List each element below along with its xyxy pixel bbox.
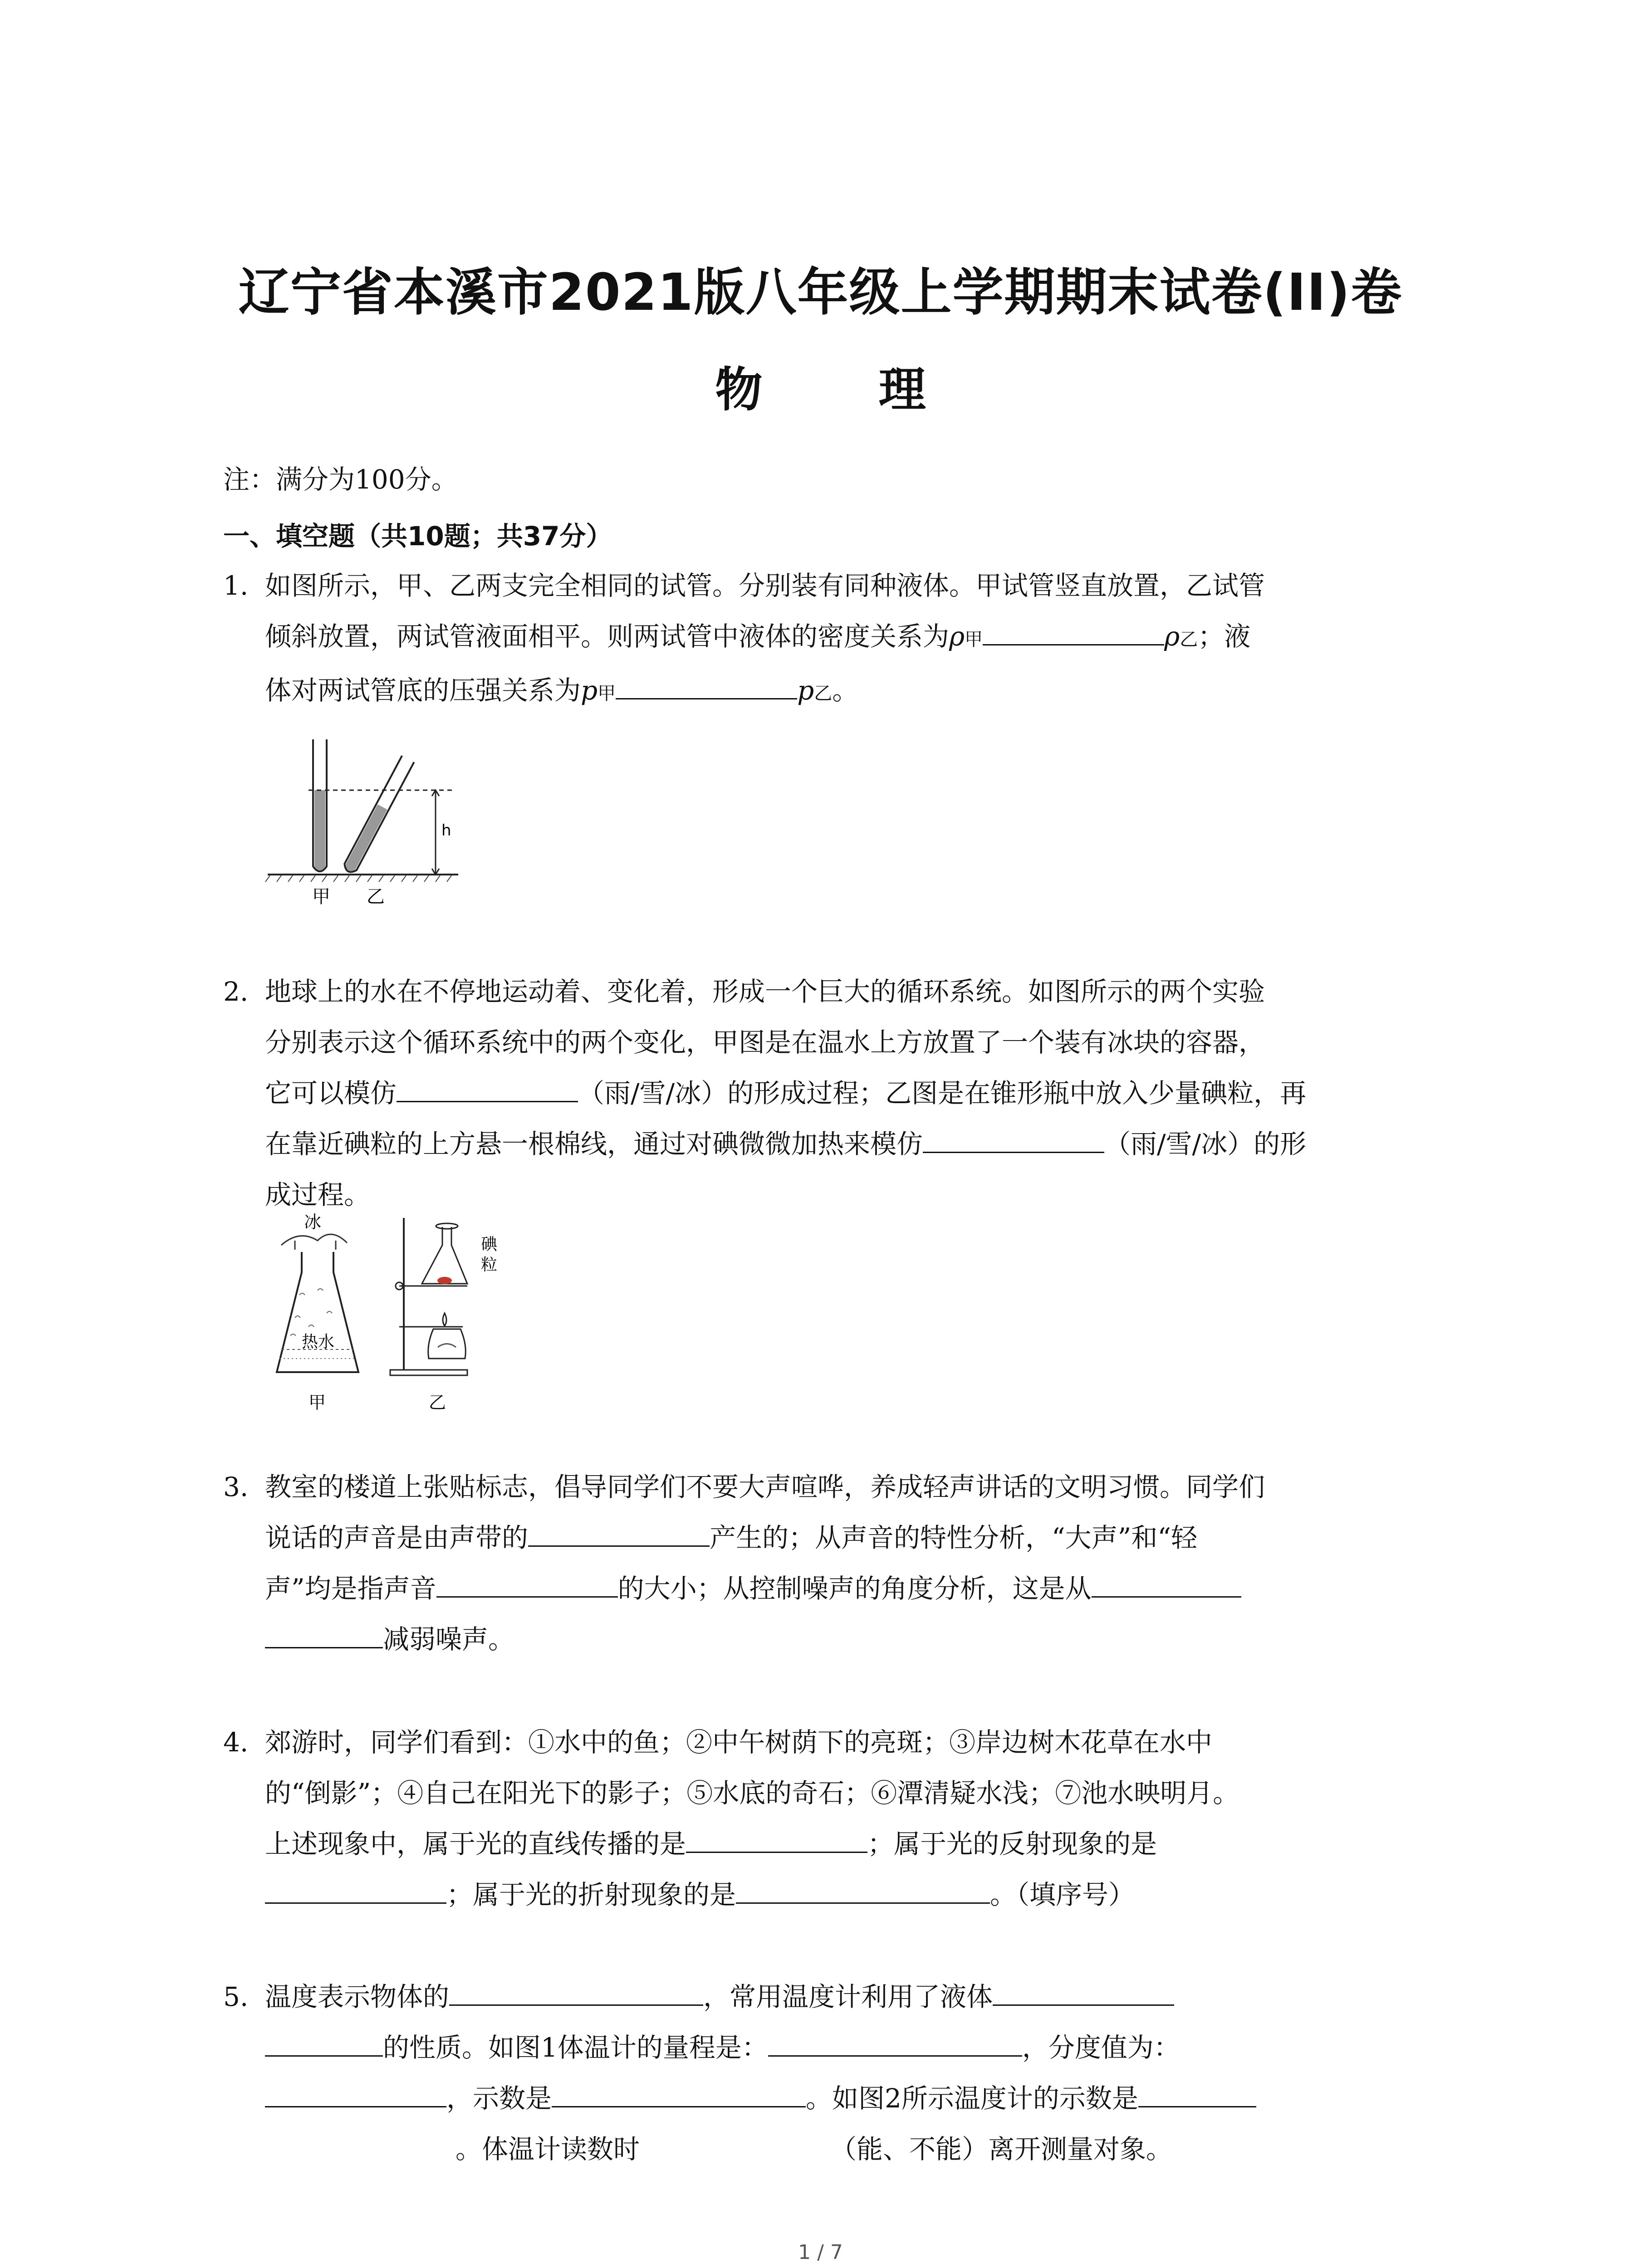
question-text-line [265, 1971, 1453, 2022]
text-run: （雨/雪/冰）的形 [1104, 1129, 1307, 1159]
text-run: 上述现象中，属于光的直线传播的是 [265, 1828, 686, 1859]
text-run: 的大小；从控制噪声的角度分析，这是从 [617, 1573, 1092, 1604]
question-3 [223, 1461, 1453, 1665]
subscript: 甲 [965, 629, 983, 650]
answer-blank[interactable] [768, 2026, 1022, 2057]
subscript: 乙 [814, 683, 833, 704]
answer-blank[interactable] [983, 615, 1164, 645]
text-run: （能、不能）离开测量对象。 [830, 2134, 1173, 2165]
answer-blank[interactable] [436, 1567, 618, 1598]
question-text-line [265, 2022, 1453, 2073]
text-run: 产生的；从声音的特性分析，“大声”和“轻 [710, 1522, 1197, 1553]
question-number: 5. [223, 1981, 249, 2012]
text-run: ，示数是 [446, 2083, 552, 2114]
question-text-line [265, 1512, 1453, 1563]
text-run: 在靠近碘粒的上方悬一根棉线，通过对碘微微加热来模仿 [265, 1129, 923, 1159]
question-text-line: 地球上的水在不停地运动着、变化着，形成一个巨大的循环系统。如图所示的两个实验 [265, 976, 1265, 1007]
text-run: ；属于光的折射现象的是 [446, 1879, 736, 1910]
text-run: 。如图2所示温度计的示数是 [806, 2083, 1138, 2114]
question-text-line [265, 1563, 1453, 1614]
pressure-symbol: p [797, 675, 814, 706]
question-2 [223, 966, 1453, 1220]
answer-blank[interactable] [265, 2026, 383, 2057]
question-text-line: 教室的楼道上张贴标志，倡导同学们不要大声喧哗，养成轻声讲话的文明习惯。同学们 [265, 1471, 1265, 1502]
iodine-label-2: 粒 [481, 1256, 498, 1274]
question-text-line [265, 1869, 1453, 1920]
text-run: （雨/雪/冰）的形成过程；乙图是在锥形瓶中放入少量碘粒，再 [578, 1078, 1307, 1109]
question-5 [223, 1971, 1453, 2175]
answer-blank[interactable] [265, 2077, 446, 2107]
tube-label-jia: 甲 [312, 886, 330, 907]
text-run: 说话的声音是由声带的 [265, 1522, 529, 1553]
section-heading: 一、填空题（共10题；共37分） [223, 521, 612, 552]
question-number: 2. [223, 976, 249, 1007]
hot-water-label: 热水 [302, 1333, 335, 1351]
question-text-line [265, 2124, 1453, 2175]
water-cycle-figure [263, 1209, 554, 1418]
answer-blank[interactable] [736, 1873, 990, 1904]
subject-title: 物 理 [715, 362, 976, 417]
question-text-line: 的“倒影”；④自己在阳光下的影子；⑤水底的奇石；⑥潭清疑水浅；⑦池水映明月。 [265, 1778, 1239, 1809]
text-run: ；液 [1198, 621, 1251, 652]
answer-blank[interactable] [616, 669, 797, 699]
text-run: 体对两试管底的压强关系为 [265, 675, 581, 706]
text-run: 倾斜放置，两试管液面相平。则两试管中液体的密度关系为 [265, 621, 950, 652]
answer-blank[interactable] [397, 1072, 578, 1102]
question-number: 3. [223, 1471, 249, 1502]
text-run: 声”均是指声音 [265, 1573, 436, 1604]
height-label: h [441, 821, 451, 840]
text-run: ；属于光的反射现象的是 [867, 1828, 1157, 1859]
exam-title: 辽宁省本溪市2021版八年级上学期期末试卷(II)卷 [238, 263, 1403, 322]
answer-blank[interactable] [686, 1823, 867, 1853]
setup-label-yi: 乙 [429, 1393, 446, 1413]
subscript: 甲 [598, 683, 616, 704]
page-number: 1 / 7 [798, 2241, 843, 2264]
test-tube-figure [263, 730, 463, 912]
text-run: ，分度值为： [1022, 2032, 1180, 2063]
question-text-line [265, 665, 1453, 719]
question-text-line [265, 611, 1453, 665]
flask-label-jia: 甲 [309, 1393, 326, 1413]
answer-blank[interactable] [1138, 2077, 1256, 2107]
text-run: 温度表示物体的 [265, 1981, 450, 2012]
question-text-line: 成过程。 [265, 1179, 371, 1210]
answer-blank[interactable] [528, 1516, 710, 1547]
tube-label-yi: 乙 [367, 886, 385, 907]
answer-blank[interactable] [449, 1975, 703, 2006]
question-text-line: 分别表示这个循环系统中的两个变化，甲图是在温水上方放置了一个装有冰块的容器， [265, 1027, 1265, 1058]
text-run: 。（填序号） [990, 1879, 1135, 1910]
question-number: 4. [223, 1727, 249, 1758]
score-note: 注：满分为100分。 [223, 464, 458, 495]
question-text-line: 郊游时，同学们看到：①水中的鱼；②中午树荫下的亮斑；③岸边树木花草在水中 [265, 1727, 1213, 1758]
question-number: 1. [223, 570, 249, 601]
text-run: 。 [832, 675, 859, 706]
question-text-line [265, 1068, 1453, 1119]
iodine-label-1: 碘 [481, 1235, 498, 1254]
question-1 [223, 560, 1453, 719]
text-run: 。体温计读数时 [456, 2134, 640, 2165]
question-4 [223, 1717, 1453, 1920]
answer-blank[interactable] [923, 1123, 1104, 1153]
rho-symbol: ρ [949, 621, 965, 652]
question-text-line [265, 1119, 1453, 1169]
text-run: 的性质。如图1体温计的量程是： [383, 2032, 768, 2063]
text-run: 减弱噪声。 [383, 1624, 515, 1655]
question-text-line [265, 2073, 1453, 2124]
answer-blank[interactable] [1092, 1567, 1241, 1598]
answer-blank[interactable] [265, 1618, 383, 1648]
subscript: 乙 [1180, 629, 1198, 650]
ice-label: 冰 [304, 1212, 322, 1232]
question-text-line [265, 1818, 1453, 1869]
question-text-line [265, 1614, 1453, 1665]
answer-blank[interactable] [993, 1975, 1174, 2006]
answer-blank[interactable] [552, 2077, 806, 2107]
answer-blank[interactable] [265, 1873, 446, 1904]
question-text-line: 如图所示，甲、乙两支完全相同的试管。分别装有同种液体。甲试管竖直放置，乙试管 [265, 570, 1265, 601]
text-run: ，常用温度计利用了液体 [703, 1981, 993, 2012]
text-run: 它可以模仿 [265, 1078, 397, 1109]
rho-symbol: ρ [1164, 621, 1180, 652]
pressure-symbol: p [581, 675, 598, 706]
